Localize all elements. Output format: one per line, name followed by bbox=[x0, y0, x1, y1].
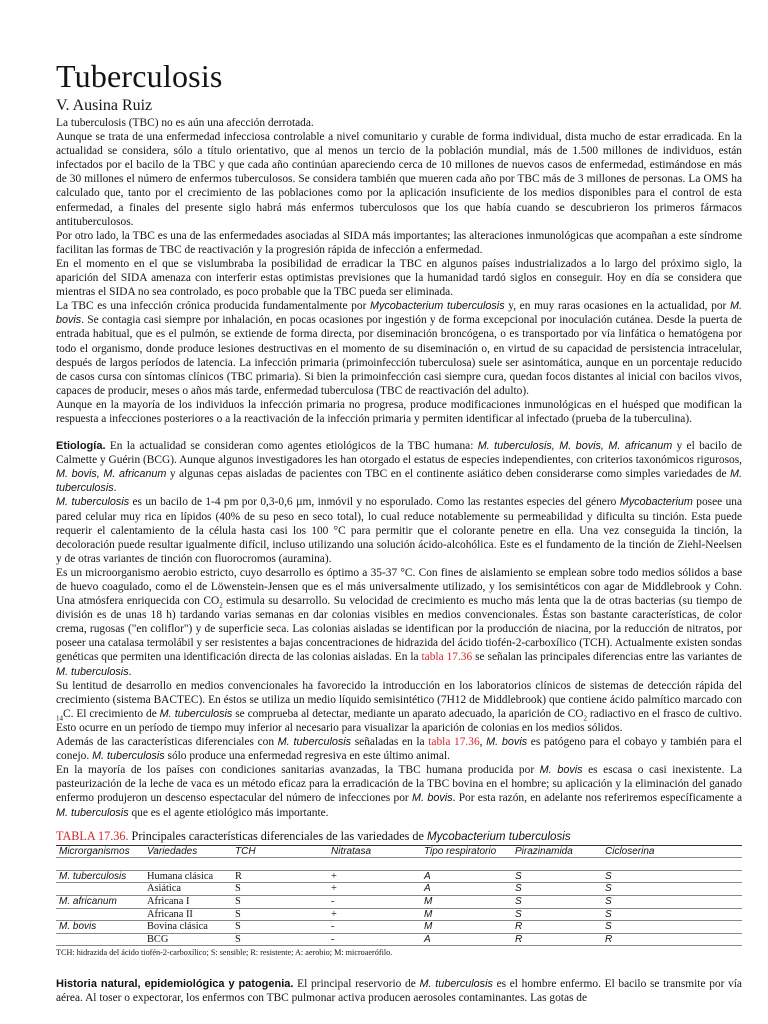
header-cell: Nitratasa bbox=[328, 845, 421, 858]
document-title: Tuberculosis bbox=[56, 58, 223, 94]
pathogenicity-paragraph: Además de las características diferenciales con M. tuberculosis señaladas en la tabla 17.36, M. bovis es patógeno para el cobayo y también para el conejo. M. tuberculosis sólo produce una enfermedad regresiva en este último animal. bbox=[56, 736, 742, 763]
immunology-paragraph: Aunque en la mayoría de los individuos la infección primaria no progresa, produce modificaciones inmunológicas en el huésped que modifican la respuesta a infecciones posteriores o a la reactivación de la infección primaria y permiten identificar al infectado (prueba de la tuberculina). bbox=[56, 398, 742, 425]
table-reference-link[interactable]: tabla 17.36 bbox=[428, 736, 480, 749]
variants-table bbox=[56, 845, 742, 947]
infection-paragraph: La TBC es una infección crónica producida fundamentalmente por Mycobacterium tuberculosis y, en muy raras ocasiones en la actualidad, por M. bovis. Se contagia casi siempre por inhalación, en pocas ocasiones por ingestión y de forma excepcional por inoculación cutánea. Desde la puerta de entrada habitual, que es el pulmón, se extiende de forma directa, por diseminación broncógena, o es transportado por vía linfática o hematógena por todo el organismo, donde produce lesiones destructivas en el momento de su diseminación o, en virtud de su capacidad de persistencia intracelular, después de largos períodos de latencia. La infección primaria (primoinfección tuberculosa) suele ser asintomática, aunque en un porcentaje reducido de casos cursa con síntomas clínicos (TBC primaria). Si bien la primoinfección casi siempre cura, quedan focos distantes al inicial con bacilos vivos, capaces de producir, meses o años más tarde, enfermedad tuberculosa (TBC de reactivación del adulto). bbox=[56, 300, 742, 397]
header-cell: Pirazinamida bbox=[512, 845, 602, 858]
table-row: M. tuberculosis Humana clásica R + A S S bbox=[56, 870, 742, 883]
table-row: M. bovis Bovina clásica S - M R S bbox=[56, 921, 742, 934]
header-cell: Cicloserina bbox=[602, 845, 742, 858]
header-cell: TCH bbox=[232, 845, 328, 858]
table-row: M. africanum Africana I S - M S S bbox=[56, 895, 742, 908]
bacillus-paragraph: M. tuberculosis es un bacilo de 1-4 pm por 0,3-0,6 µm, inmóvil y no esporulado. Como las restantes especies del género Mycobacterium posee una pared celular muy rica en lípidos (40% de su peso en seco total), lo cual reduce notablemente su permeabilidad y dificulta su tinción. Esta puede requerir el calentamiento de la célula hasta casi los 100 °C para permitir que el colorante penetre en ella. Una vez conseguida la tinción, la decoloración puede resultar igualmente difícil, incluso utilizando una solución ácido-alcohólica. Este es el fundamento de la tinción de Ziehl-Neelsen y de otras variantes de tinción con fluorocromos (auramina). bbox=[56, 496, 743, 565]
intro-paragraph-1: La tuberculosis (TBC) no es aún una afección derrotada. bbox=[56, 117, 314, 129]
table-row: Asiática S + A S S bbox=[56, 883, 742, 896]
table-row: Africana II S + M S S bbox=[56, 908, 742, 921]
table-row: BCG S - A R R bbox=[56, 933, 742, 946]
etiology-paragraph: Etiología. En la actualidad se consideran como agentes etiológicos de la TBC humana: M. tuberculosis, M. bovis, M. africanum y el bacilo de Calmette y Guérin (BCG). Aunque algunos investigadores les han otorgado el estatus de especies independientes, con criterios taxonómicos rigurosos, M. bovis, M. africanum y algunas cepas aisladas de pacientes con TBC en el continente asiático deben considerarse como simples variedades de M. tuberculosis. bbox=[56, 440, 742, 495]
table-row bbox=[56, 858, 742, 871]
table-footnote: TCH: hidrazida del ácido tiofén-2-carboxílico; S: sensible; R: resistente; A: aerobio; M: microaerófilo. bbox=[56, 948, 393, 958]
table-header-row bbox=[56, 845, 742, 858]
header-cell: Microrganismos bbox=[56, 845, 144, 858]
author-name: V. Ausina Ruiz bbox=[56, 97, 153, 114]
intro-paragraph-3: Por otro lado, la TBC es una de las enfermedades asociadas al SIDA más importantes; las alteraciones inmunológicas que acompañan a este síndrome facilitan las formas de TBC de reactivación y la progresión rápida de infección a enfermedad. bbox=[56, 229, 742, 256]
natural-history-heading: Historia natural, epidemiológica y patogenia. bbox=[56, 978, 294, 991]
bovine-tb-paragraph: En la mayoría de los países con condiciones sanitarias avanzadas, la TBC humana producida por M. bovis es escasa o casi inexistente. La pasteurización de la leche de vaca es un método eficaz para la erradicación de la TBC bovina en el hombre; su aplicación y la eliminación del ganado enfermo produjeron un descenso espectacular del número de infecciones por M. bovis. Por esta razón, en adelante nos referiremos específicamente a M. tuberculosis que es el agente etiológico más importante. bbox=[56, 764, 743, 819]
table-caption: TABLA 17.36. Principales características diferenciales de las variedades de Mycobacterium tuberculosis bbox=[56, 828, 571, 843]
header-cell: Tipo respiratorio bbox=[421, 845, 512, 858]
intro-paragraph-4: En el momento en el que se vislumbraba la posibilidad de erradicar la TBC en algunos países industrializados a lo largo del próximo siglo, la aparición del SIDA amenaza con interferir estas optimistas previsiones que la humanidad tardó siglos en conseguir. Hoy en día se considera que mientras el SIDA no sea controlado, es poco probable que la TBC pueda ser eliminada. bbox=[56, 257, 742, 299]
table-label: TABLA 17.36. bbox=[56, 828, 129, 843]
header-cell: Variedades bbox=[144, 845, 232, 858]
aerobic-paragraph: Es un microorganismo aerobio estricto, cuyo desarrollo es óptimo a 35-37 °C. Con fines de aislamiento se emplean sobre todo medios sólidos a base de huevo coagulado, como el de Löwenstein-Jensen que es el más universalmente utilizado, y los semisintéticos con agar de Middlebrook y Cohn. Una atmósfera enriquecida con $CO_2$ estimula su desarrollo. Su velocidad de crecimiento es mucho más lenta que la de otras bacterias (su tiempo de división es de unas 18 h) tardando varias semanas en dar colonias visibles en medios convencionales. Éstas son bastante características, de color crema, rugosas ("en coliflor") y de superficie seca. Las colonias aisladas se identifican por la producción de niacina, por la reducción de nitratos, por poseer una catalasa termolábil y ser resistentes a bajas concentraciones de hidrazida del ácido tiofén-2-carboxílico (TCH). Actualmente existen sondas genéticas que permiten una identificación directa de las colonias aisladas. En la tabla 17.36 se señalan las principales diferencias entre las variantes de M. tuberculosis. bbox=[56, 566, 742, 678]
intro-paragraph-2: Aunque se trata de una enfermedad infecciosa controlable a nivel comunitario y curable de forma individual, dista mucho de estar erradicada. En la actualidad se considera, sólo a título orientativo, que al menos un tercio de la población mundial, más de 1.500 millones de individuos, están infectados por el bacilo de la TBC y que cada año continúan apareciendo cerca de 10 millones de nuevos casos de enfermedad, estimándose en más de 30 millones el número de enfermos tuberculosos. Se considera también que mueren cada año por TBC más de 3 millones de personas. La OMS ha calculado que, tanto por el crecimiento de las poblaciones como por la aplicación insuficiente de los medios disponibles para el control de esta enfermedad, a finales del presente siglo habrá más enfermos tuberculosos que los que había cuando se descubrieron los primeros fármacos antituberculosos. bbox=[56, 131, 742, 228]
etiology-heading: Etiología. bbox=[56, 440, 106, 453]
table-reference-link[interactable]: tabla 17.36 bbox=[421, 651, 473, 664]
slow-growth-paragraph: Su lentitud de desarrollo en medios convencionales ha favorecido la introducción en los laboratorios clínicos de sistemas de detección rápida del crecimiento (sistema BACTEC). En éstos se utiliza un medio líquido semisintético (7H12 de Middlebrook) que contiene ácido palmítico marcado con $_{14}$C. El crecimiento de M. tuberculosis se comprueba al detectar, mediante un aparato adecuado, la aparición de $CO_2$ radiactivo en el frasco de cultivo. Esto ocurre en un período de tiempo muy inferior al necesario para visualizar la aparición de colonias en los medios sólidos. bbox=[56, 679, 742, 734]
natural-history-paragraph: Historia natural, epidemiológica y patogenia. El principal reservorio de M. tuberculosis es el hombre enfermo. El bacilo se transmite por vía aérea. Al toser o expectorar, los enfermos con TBC pulmonar activa producen aerosoles contaminantes. Las gotas de bbox=[56, 978, 742, 1005]
